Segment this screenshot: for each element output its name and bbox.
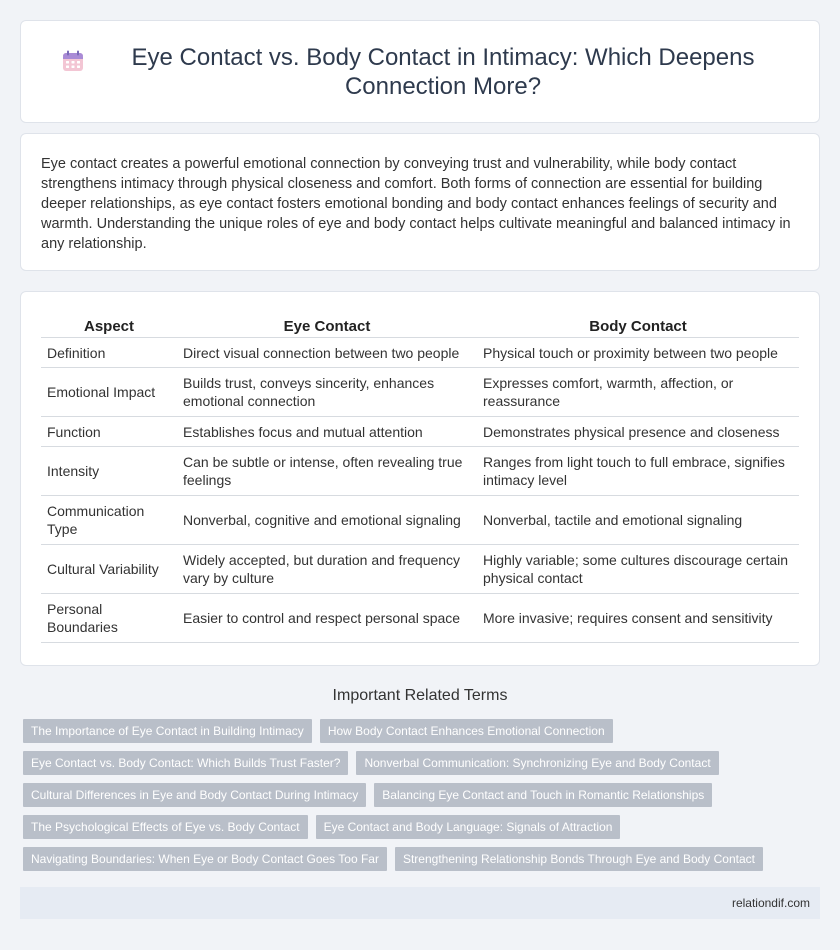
aspect-cell: Personal Boundaries bbox=[41, 594, 177, 643]
aspect-cell: Emotional Impact bbox=[41, 368, 177, 417]
aspect-cell: Communication Type bbox=[41, 496, 177, 545]
related-term-link[interactable]: How Body Contact Enhances Emotional Connection bbox=[320, 719, 613, 743]
tag-row bbox=[23, 847, 823, 871]
body-contact-cell: Demonstrates physical presence and closeness bbox=[477, 417, 799, 447]
body-contact-cell: Expresses comfort, warmth, affection, or reassurance bbox=[477, 368, 799, 417]
eye-contact-cell: Builds trust, conveys sincerity, enhances emotional connection bbox=[177, 368, 477, 417]
eye-contact-cell: Direct visual connection between two people bbox=[177, 338, 477, 368]
eye-contact-cell: Easier to control and respect personal space bbox=[177, 594, 477, 643]
related-term-link[interactable]: Navigating Boundaries: When Eye or Body Contact Goes Too Far bbox=[23, 847, 387, 871]
related-term-link[interactable]: The Importance of Eye Contact in Building Intimacy bbox=[23, 719, 312, 743]
table-row bbox=[41, 545, 799, 594]
related-term-link[interactable]: Nonverbal Communication: Synchronizing Eye and Body Contact bbox=[356, 751, 718, 775]
page-title: Eye Contact vs. Body Contact in Intimacy: Which Deepens Connection More? bbox=[131, 43, 755, 100]
column-header-eye-contact: Eye Contact bbox=[177, 314, 477, 338]
aspect-cell: Definition bbox=[41, 338, 177, 368]
table-row bbox=[41, 594, 799, 643]
table-row bbox=[41, 417, 799, 447]
tag-row bbox=[23, 815, 823, 839]
body-contact-cell: Ranges from light touch to full embrace, signifies intimacy level bbox=[477, 447, 799, 496]
title-card bbox=[20, 20, 820, 123]
body-contact-cell: Highly variable; some cultures discourage certain physical contact bbox=[477, 545, 799, 594]
column-header-aspect: Aspect bbox=[41, 314, 177, 338]
column-header-body-contact: Body Contact bbox=[477, 314, 799, 338]
table-row bbox=[41, 447, 799, 496]
footer bbox=[20, 887, 820, 919]
eye-contact-cell: Widely accepted, but duration and frequency vary by culture bbox=[177, 545, 477, 594]
intro-card bbox=[20, 133, 820, 271]
calendar-icon bbox=[61, 49, 85, 73]
related-term-link[interactable]: Eye Contact vs. Body Contact: Which Builds Trust Faster? bbox=[23, 751, 348, 775]
eye-contact-cell: Can be subtle or intense, often revealing true feelings bbox=[177, 447, 477, 496]
related-term-link[interactable]: Cultural Differences in Eye and Body Contact During Intimacy bbox=[23, 783, 366, 807]
related-terms-heading: Important Related Terms bbox=[332, 687, 508, 704]
table-header-row bbox=[41, 314, 799, 338]
aspect-cell: Intensity bbox=[41, 447, 177, 496]
aspect-cell: Cultural Variability bbox=[41, 545, 177, 594]
comparison-table-card bbox=[20, 291, 820, 666]
body-contact-cell: Physical touch or proximity between two people bbox=[477, 338, 799, 368]
intro-text: Eye contact creates a powerful emotional connection by conveying trust and vulnerability, while body contact strengthens intimacy through physical closeness and comfort. Both forms of connection are essential for building deeper relationships, as eye contact fosters emotional bonding and body contact enhances feelings of security and warmth. Understanding the unique roles of eye and body contact helps cultivate meaningful and balanced intimacy in any relationship. bbox=[41, 156, 791, 252]
related-term-link[interactable]: Strengthening Relationship Bonds Through Eye and Body Contact bbox=[395, 847, 763, 871]
comparison-table bbox=[41, 314, 799, 643]
eye-contact-cell: Nonverbal, cognitive and emotional signaling bbox=[177, 496, 477, 545]
body-contact-cell: Nonverbal, tactile and emotional signaling bbox=[477, 496, 799, 545]
tag-row bbox=[23, 751, 823, 775]
table-row bbox=[41, 496, 799, 545]
table-row bbox=[41, 368, 799, 417]
footer-site-link[interactable]: relationdif.com bbox=[731, 896, 810, 910]
body-contact-cell: More invasive; requires consent and sensitivity bbox=[477, 594, 799, 643]
aspect-cell: Function bbox=[41, 417, 177, 447]
related-terms-list bbox=[23, 719, 823, 879]
table-row bbox=[41, 338, 799, 368]
eye-contact-cell: Establishes focus and mutual attention bbox=[177, 417, 477, 447]
tag-row bbox=[23, 719, 823, 743]
related-term-link[interactable]: The Psychological Effects of Eye vs. Body Contact bbox=[23, 815, 308, 839]
tag-row bbox=[23, 783, 823, 807]
related-term-link[interactable]: Balancing Eye Contact and Touch in Romantic Relationships bbox=[374, 783, 712, 807]
related-term-link[interactable]: Eye Contact and Body Language: Signals of Attraction bbox=[316, 815, 621, 839]
